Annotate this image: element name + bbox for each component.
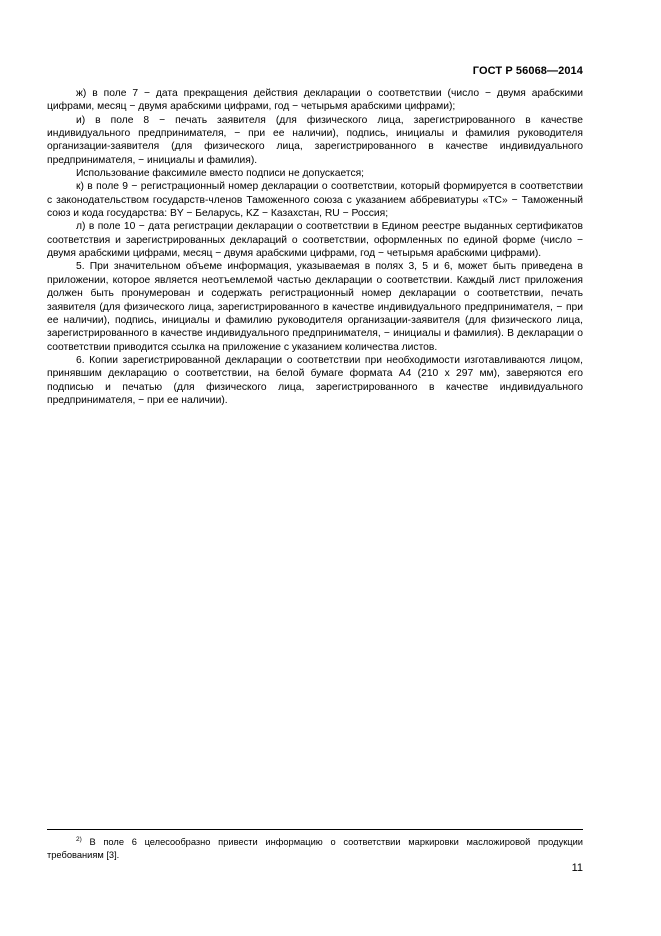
paragraph-k: к) в поле 9 − регистрационный номер декларации о соответствии, который формируется в соответствии с законодательством государств-членов Таможенного союза с указанием аббревиатуры «ТС» − Таможенный союз и кода государства: BY − Беларусь, KZ − Казахстан, RU − Россия;: [47, 181, 583, 220]
paragraph-zh: ж) в поле 7 − дата прекращения действия декларации о соответствии (число − двумя арабскими цифрами, месяц − двумя арабскими цифрами, год − четырьмя арабскими цифрами);: [47, 88, 583, 113]
document-number: ГОСТ Р 56068—2014: [472, 65, 583, 77]
paragraph-6: 6. Копии зарегистрированной декларации о соответствии при необходимости изготавливаются лицом, принявшим декларацию о соответствии, на белой бумаге формата А4 (210 х 297 мм), заверяются его подписью и печатью (для физического лица, зарегистрированного в качестве индивидуального предпринимателя, − при ее наличии).: [47, 354, 583, 406]
paragraph-facsimile: Использование факсимиле вместо подписи не допускается;: [76, 168, 365, 180]
page-number: 11: [571, 862, 583, 874]
document-body: [47, 87, 583, 407]
footnote-divider: [47, 829, 583, 830]
footnote: [47, 836, 583, 861]
paragraph-5: 5. При значительном объеме информация, указываемая в полях 3, 5 и 6, может быть приведена в приложении, которое является неотъемлемой частью декларации о соответствии. Каждый лист приложения должен быть пронумерован и содержать регистрационный номер декларации о соответствии, печать заявителя (для физического лица, зарегистрированного в качестве индивидуального предпринимателя, − при ее наличии), подпись, инициалы и фамилию руководителя организации-заявителя (для физического лица, зарегистрированного в качестве индивидуального предпринимателя, − инициалы и фамилия). В декларации о соответствии приводится ссылка на приложение с указанием количества листов.: [47, 261, 583, 353]
paragraph-i: и) в поле 8 − печать заявителя (для физического лица, зарегистрированного в качестве индивидуального предпринимателя, − при ее наличии), подпись, инициалы и фамилия руководителя организации-заявителя (для физического лица, зарегистрированного в качестве индивидуального предпринимателя, − инициалы и фамилия).: [47, 114, 583, 166]
paragraph-l: л) в поле 10 − дата регистрации декларации о соответствии в Едином реестре выданных сертификатов соответствия и зарегистрированных деклараций о соответствии, оформленных по единой форме (число − двумя арабскими цифрами, месяц − двумя арабскими цифрами, год − четырьмя арабскими цифрами).: [47, 221, 583, 260]
footnote-text: В поле 6 целесообразно привести информацию о соответствии маркировки масложировой продукции требованиям [3].: [47, 837, 583, 860]
footnote-marker: 2): [76, 836, 82, 843]
